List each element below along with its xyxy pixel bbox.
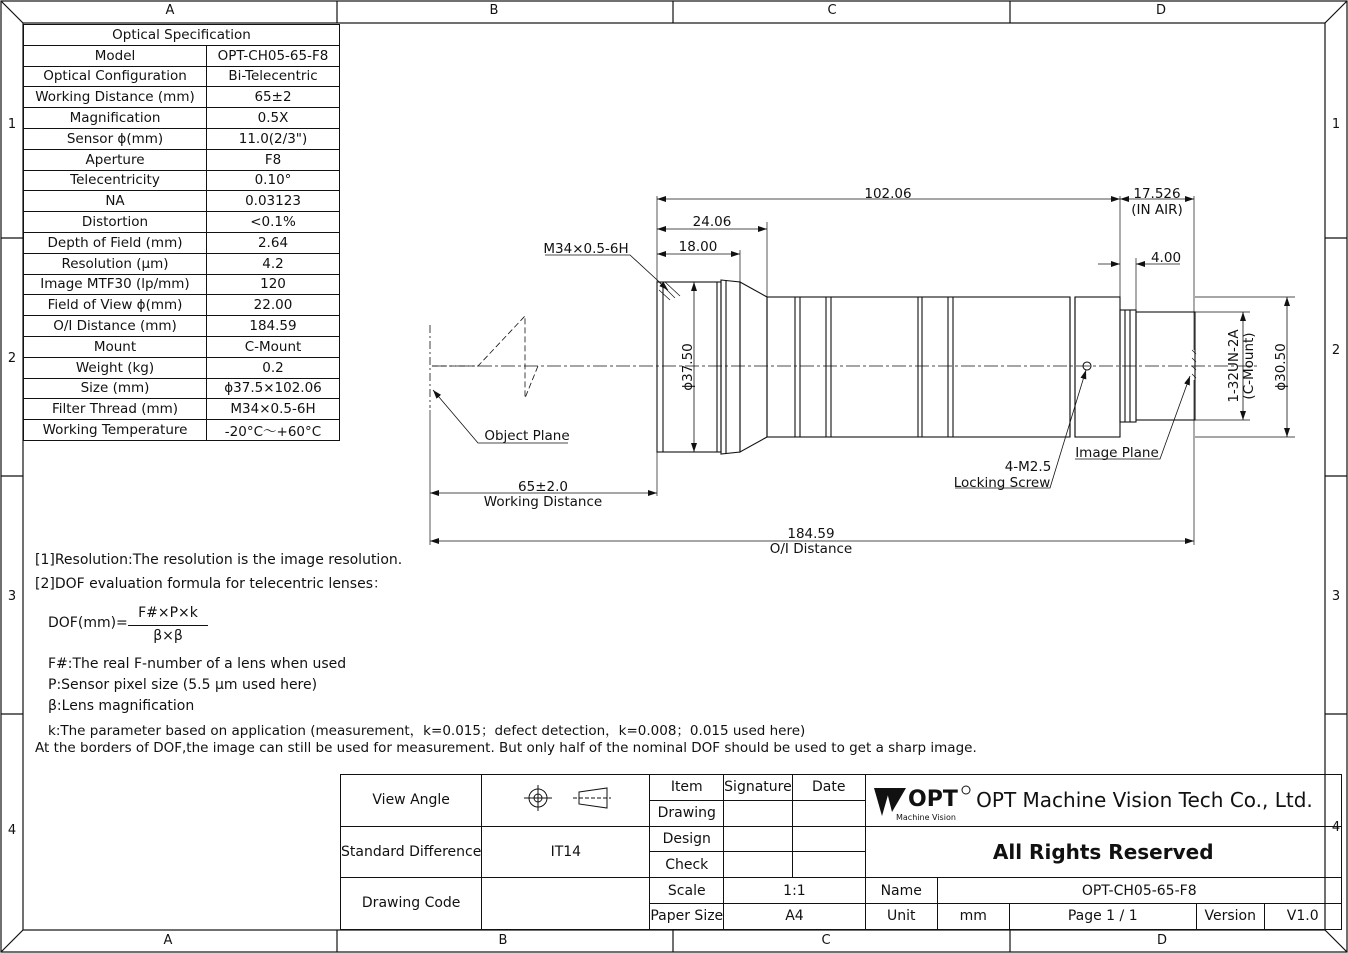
check-signature [724, 852, 793, 878]
col-label-b: B [489, 3, 499, 18]
spec-value: 2.64 [207, 232, 340, 253]
spec-table-title: Optical Specification [24, 25, 340, 46]
spec-label: Sensor ɸ(mm) [24, 128, 207, 149]
thread-label: M34×0.5-6H [543, 241, 629, 257]
spec-label: Resolution (μm) [24, 253, 207, 274]
spec-label: NA [24, 191, 207, 212]
unit-label: Unit [865, 903, 937, 929]
note-dof-heading: [2]DOF evaluation formula for telecentric lenses： [35, 576, 388, 592]
check-row-label: Check [650, 852, 724, 878]
wd-value: 65±2.0 [518, 479, 568, 495]
note-footer: At the borders of DOF,the image can still be used for measurement. But only half of the nominal DOF should be used to get a sharp image. [35, 740, 977, 756]
spec-value: OPT-CH05-65-F8 [207, 45, 340, 66]
spec-label: Field of View ɸ(mm) [24, 295, 207, 316]
spec-value: 65±2 [207, 87, 340, 108]
spec-value: M34×0.5-6H [207, 399, 340, 420]
formula-numerator: F#×P×k [138, 605, 198, 621]
title-block [340, 774, 1342, 930]
spec-value: 120 [207, 274, 340, 295]
screw-label: 4-M2.5 [1004, 459, 1052, 475]
screw-note: Locking Screw [953, 475, 1051, 491]
dim-mount-thread: 1-32UN-2A [1226, 329, 1242, 403]
spec-label: Working Temperature [24, 420, 207, 441]
design-row-label: Design [650, 826, 724, 852]
note-def-f: F#:The real F-number of a lens when used [48, 656, 347, 672]
item-header: Item [650, 775, 724, 801]
drawing-signature [724, 800, 793, 826]
drawing-code-value [482, 878, 650, 930]
dim-total-length: 102.06 [864, 186, 912, 202]
spec-value: F8 [207, 149, 340, 170]
page-number: Page 1 / 1 [1009, 903, 1196, 929]
note-def-p: P:Sensor pixel size (5.5 μm used here) [48, 677, 318, 693]
view-angle-label: View Angle [341, 775, 482, 827]
spec-value: 0.5X [207, 108, 340, 129]
formula-denominator: β×β [153, 628, 183, 644]
standard-difference-value: IT14 [482, 826, 650, 878]
version-value: V1.0 [1264, 903, 1341, 929]
dim-mount-note: (C-Mount) [1241, 332, 1257, 400]
spec-label: Mount [24, 336, 207, 357]
scale-label: Scale [650, 878, 724, 904]
company-header [865, 775, 1341, 827]
spec-value: 4.2 [207, 253, 340, 274]
spec-label: Filter Thread (mm) [24, 399, 207, 420]
name-value: OPT-CH05-65-F8 [937, 878, 1341, 904]
col-label-a-bottom: A [163, 933, 173, 948]
spec-label: Distortion [24, 212, 207, 233]
spec-value: C-Mount [207, 336, 340, 357]
dim-mount: 4.00 [1150, 250, 1182, 266]
signature-header: Signature [724, 775, 793, 801]
dim-flange: 17.526 [1133, 186, 1181, 202]
spec-label: O/I Distance (mm) [24, 316, 207, 337]
spec-value: -20°C～+60°C [207, 420, 340, 441]
logo-sub: Machine Vision [895, 813, 956, 823]
image-plane-label: Image Plane [1075, 445, 1159, 461]
formula-fraction-bar [128, 625, 208, 626]
drawing-code-label: Drawing Code [341, 878, 482, 930]
object-plane-label: Object Plane [484, 428, 570, 444]
row-label-2: 2 [7, 351, 17, 366]
name-label: Name [865, 878, 937, 904]
spec-label: Working Distance (mm) [24, 87, 207, 108]
dim-thread-depth: 18.00 [678, 239, 718, 255]
projection-symbol-icon [511, 783, 621, 813]
view-angle-symbol [482, 775, 650, 827]
col-label-c: C [827, 3, 837, 18]
spec-value: 184.59 [207, 316, 340, 337]
formula-lhs: DOF(mm)= [48, 615, 128, 631]
note-def-beta: β:Lens magnification [48, 698, 195, 714]
paper-size-value: A4 [724, 903, 866, 929]
spec-label: Aperture [24, 149, 207, 170]
check-date [792, 852, 865, 878]
row-label-4: 4 [7, 823, 17, 838]
row-label-2-right: 2 [1331, 343, 1341, 358]
logo-text: OPT [907, 787, 958, 813]
spec-label: Optical Configuration [24, 66, 207, 87]
rights-reserved: All Rights Reserved [865, 826, 1341, 878]
drawing-row-label: Drawing [650, 800, 724, 826]
spec-value: 22.00 [207, 295, 340, 316]
spec-value: 11.0(2/3") [207, 128, 340, 149]
paper-size-label: Paper Size [650, 903, 724, 929]
scale-value: 1:1 [724, 878, 866, 904]
note-resolution: [1]Resolution:The resolution is the image resolution. [35, 552, 403, 568]
col-label-c-bottom: C [821, 933, 831, 948]
spec-label: Magnification [24, 108, 207, 129]
spec-value: <0.1% [207, 212, 340, 233]
oi-label: O/I Distance [769, 541, 853, 557]
spec-label: Model [24, 45, 207, 66]
version-label: Version [1196, 903, 1264, 929]
row-label-4-right: 4 [1331, 820, 1341, 835]
spec-value: 0.10° [207, 170, 340, 191]
col-label-b-bottom: B [498, 933, 508, 948]
dim-front: 24.06 [692, 214, 732, 230]
spec-label: Depth of Field (mm) [24, 232, 207, 253]
dim-front-dia: ɸ37.50 [680, 343, 696, 391]
dim-rear-dia: ɸ30.50 [1273, 343, 1289, 391]
spec-label: Telecentricity [24, 170, 207, 191]
col-label-a: A [165, 3, 175, 18]
spec-label: Size (mm) [24, 378, 207, 399]
standard-difference-label: Standard Difference [341, 826, 482, 878]
col-label-d: D [1155, 3, 1166, 18]
design-signature [724, 826, 793, 852]
unit-value: mm [937, 903, 1009, 929]
date-header: Date [792, 775, 865, 801]
row-label-1: 1 [7, 117, 17, 132]
drawing-date [792, 800, 865, 826]
wd-label: Working Distance [483, 494, 603, 510]
spec-label: Weight (kg) [24, 357, 207, 378]
spec-value: 0.2 [207, 357, 340, 378]
spec-value: 0.03123 [207, 191, 340, 212]
col-label-d-bottom: D [1156, 933, 1167, 948]
design-date [792, 826, 865, 852]
row-label-1-right: 1 [1331, 117, 1341, 132]
note-def-k: k:The parameter based on application (measurement，k=0.015；defect detection，k=0.008；0.015 used here) [48, 723, 806, 739]
spec-value: ɸ37.5×102.06 [207, 378, 340, 399]
row-label-3: 3 [7, 589, 17, 604]
oi-value: 184.59 [787, 526, 835, 542]
row-label-3-right: 3 [1331, 589, 1341, 604]
dim-flange-note: (IN AIR) [1131, 202, 1183, 218]
spec-value: Bi-Telecentric [207, 66, 340, 87]
company-name: OPT Machine Vision Tech Co., Ltd. [976, 788, 1313, 813]
opt-logo-icon [872, 778, 972, 822]
spec-label: Image MTF30 (lp/mm) [24, 274, 207, 295]
